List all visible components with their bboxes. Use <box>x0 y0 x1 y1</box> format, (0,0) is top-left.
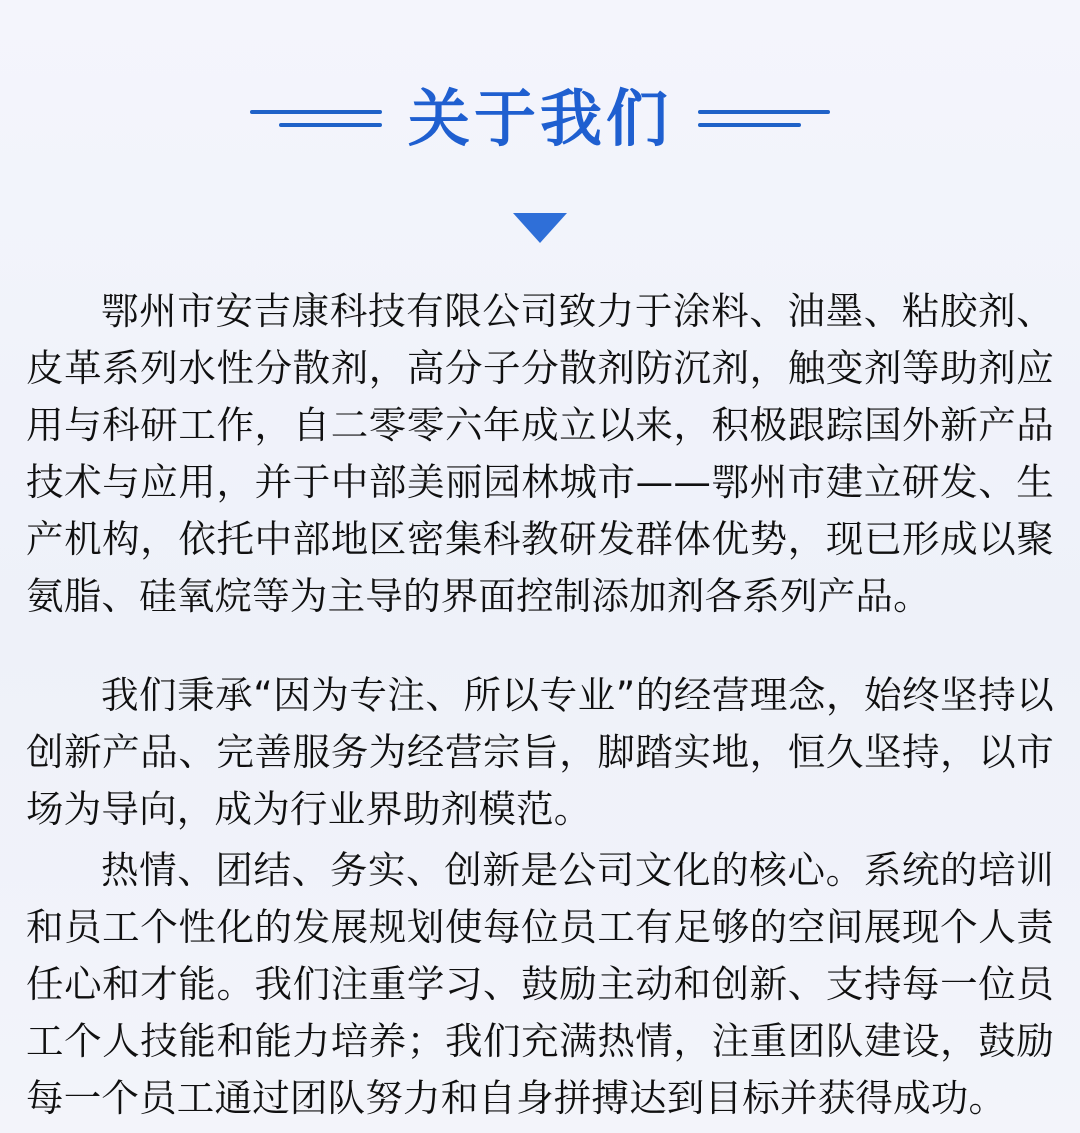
about-us-body <box>26 283 1054 1127</box>
about-paragraph-culture: 热情、团结、务实、创新是公司文化的核心。系统的培训和员工个性化的发展规划使每位员工有足够的空间展现个人责任心和才能。我们注重学习、鼓励主动和创新、支持每一位员工个人技能和能力培养；我们充满热情，注重团队建设，鼓励每一个员工通过团队努力和自身拼搏达到目标并获得成功。 <box>26 848 1054 1121</box>
title-rule-left-icon <box>250 110 382 127</box>
page-header <box>0 0 1080 191</box>
title-rule-right-icon <box>698 110 830 127</box>
page-title: 关于我们 <box>407 81 672 155</box>
about-paragraph-company: 鄂州市安吉康科技有限公司致力于涂料、油墨、粘胶剂、皮革系列水性分散剂，高分子分散剂防沉剂，触变剂等助剂应用与科研工作，自二零零六年成立以来，积极跟踪国外新产品技术与应用，并于中部美丽园林城市——鄂州市建立研发、生产机构，依托中部地区密集科教研发群体优势，现已形成以聚氨脂、硅氧烷等为主导的界面控制添加剂各系列产品。 <box>26 289 1054 619</box>
about-paragraph-philosophy: 我们秉承“因为专注、所以专业”的经营理念，始终坚持以创新产品、完善服务为经营宗旨，脚踏实地，恒久坚持，以市场为导向，成为行业界助剂模范。 <box>26 673 1054 832</box>
arrow-down-icon-wrap <box>0 213 1080 243</box>
arrow-down-icon <box>513 213 567 243</box>
